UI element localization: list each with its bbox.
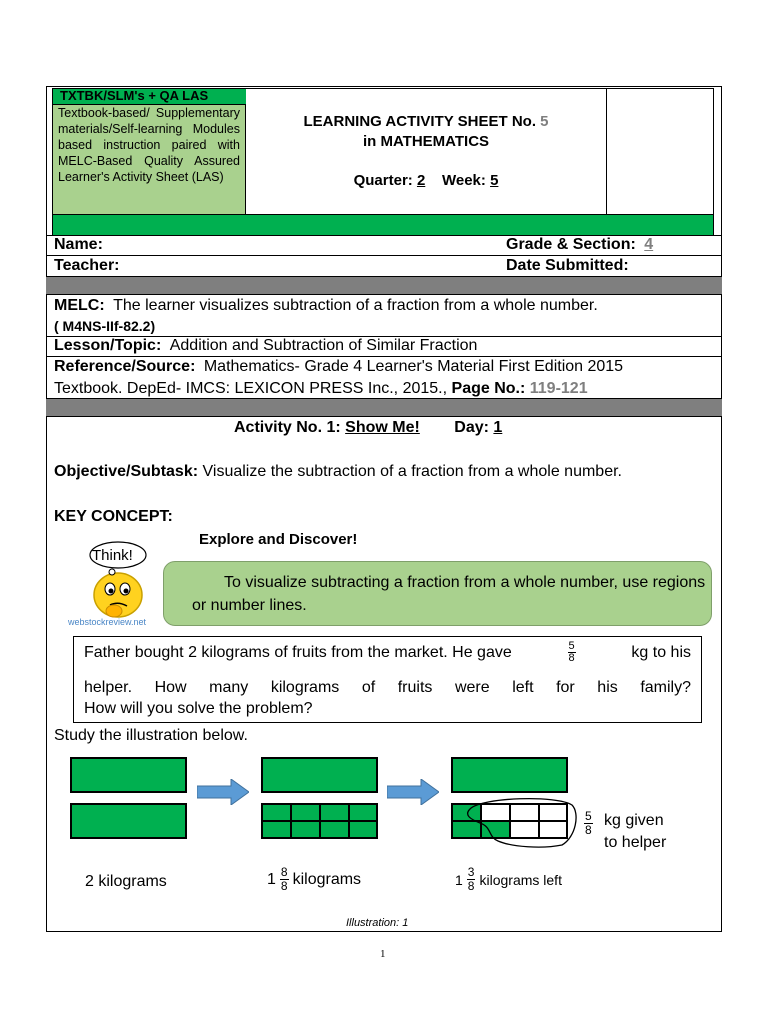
- week-value: 5: [490, 172, 499, 189]
- sheet-number: 5: [540, 113, 549, 130]
- divider-bar: [46, 277, 722, 295]
- think-bubble-text: Think!: [92, 547, 133, 564]
- concept-text: To visualize subtracting a fraction from a whole number, use regions or number lines.: [192, 574, 706, 614]
- right-arrow-icon: [387, 779, 439, 805]
- date-submitted-label: Date Submitted:: [506, 257, 629, 274]
- objective: Objective/Subtask: Visualize the subtraction of a fraction from a whole number.: [54, 463, 622, 480]
- melc-text: MELC: The learner visualizes subtraction of a fraction from a whole number.: [54, 297, 598, 314]
- study-instruction: Study the illustration below.: [54, 727, 248, 744]
- sheet-subject: in MATHEMATICS: [362, 133, 490, 150]
- divider-bar: [46, 399, 722, 417]
- quarter-week: Quarter: 2 Week: 5: [353, 172, 499, 189]
- whole-kilogram-block: [70, 803, 187, 839]
- activity-name: Show Me!: [345, 419, 420, 436]
- page-number: 1: [380, 948, 386, 960]
- problem-line1: Father bought 2 kilograms of fruits from the market. He gave $\frac{5}{8}$ kg to his: [84, 640, 691, 664]
- header-description: Textbook-based/ Supplementary materials/Self-learning Modules based instruction paired with MELC-Based Quality Assured Learner's Activity Sheet (LAS): [58, 106, 240, 184]
- right-arrow-icon: [197, 779, 249, 805]
- eighths-block: [261, 803, 378, 839]
- whole-kilogram-block: [261, 757, 378, 793]
- header-green-bar: [53, 214, 713, 235]
- problem-line2: helper. How many kilograms of fruits were left for his family?: [84, 679, 691, 696]
- sheet-title: LEARNING ACTIVITY SHEET No. 5: [303, 113, 549, 130]
- melc-code: ( M4NS-IIf-82.2): [54, 318, 156, 334]
- watermark-text: webstockreview.net: [68, 617, 147, 627]
- caption-kilograms-left: 1 $\frac{3}{8}$ kilograms left: [455, 865, 562, 893]
- caption-mixed-kilograms: 1 $\frac{8}{8}$ kilograms: [267, 865, 362, 893]
- quarter-value: 2: [416, 172, 426, 189]
- given-fraction: $\frac{5}{8}$: [585, 809, 592, 837]
- lesson-topic: Lesson/Topic: Addition and Subtraction of Similar Fraction: [54, 337, 478, 354]
- whole-kilogram-block: [70, 757, 187, 793]
- given-label: kg given to helper: [604, 812, 667, 851]
- reference-line2: Textbook. DepEd- IMCS: LEXICON PRESS Inc., 2015., Page No.: 119-121: [54, 380, 588, 397]
- given-portion-loop-icon: [462, 793, 582, 849]
- header-right-cell: [606, 89, 713, 214]
- caption-2-kilograms: 2 kilograms: [85, 873, 167, 890]
- problem-line3: How will you solve the problem?: [84, 700, 313, 717]
- illustration-caption: Illustration: 1: [346, 917, 409, 929]
- activity-day: 1: [493, 419, 503, 436]
- key-concept-heading: KEY CONCEPT:: [54, 508, 173, 525]
- activity-title: Activity No. 1: Show Me! Day: 1: [234, 419, 503, 436]
- name-label: Name:: [54, 236, 103, 253]
- grade-section: Grade & Section: 4: [506, 236, 654, 253]
- page-range: 119-121: [529, 380, 588, 397]
- grade-value: 4: [644, 236, 654, 253]
- reference-line1: Reference/Source: Mathematics- Grade 4 Learner's Material First Edition 2015: [54, 358, 624, 375]
- problem-fraction: $\frac{5}{8}$: [568, 640, 575, 664]
- header-tag: TXTBK/SLM's + QA LAS: [60, 88, 209, 103]
- whole-kilogram-block: [451, 757, 568, 793]
- explore-heading: Explore and Discover!: [199, 531, 358, 548]
- teacher-label: Teacher:: [54, 257, 120, 274]
